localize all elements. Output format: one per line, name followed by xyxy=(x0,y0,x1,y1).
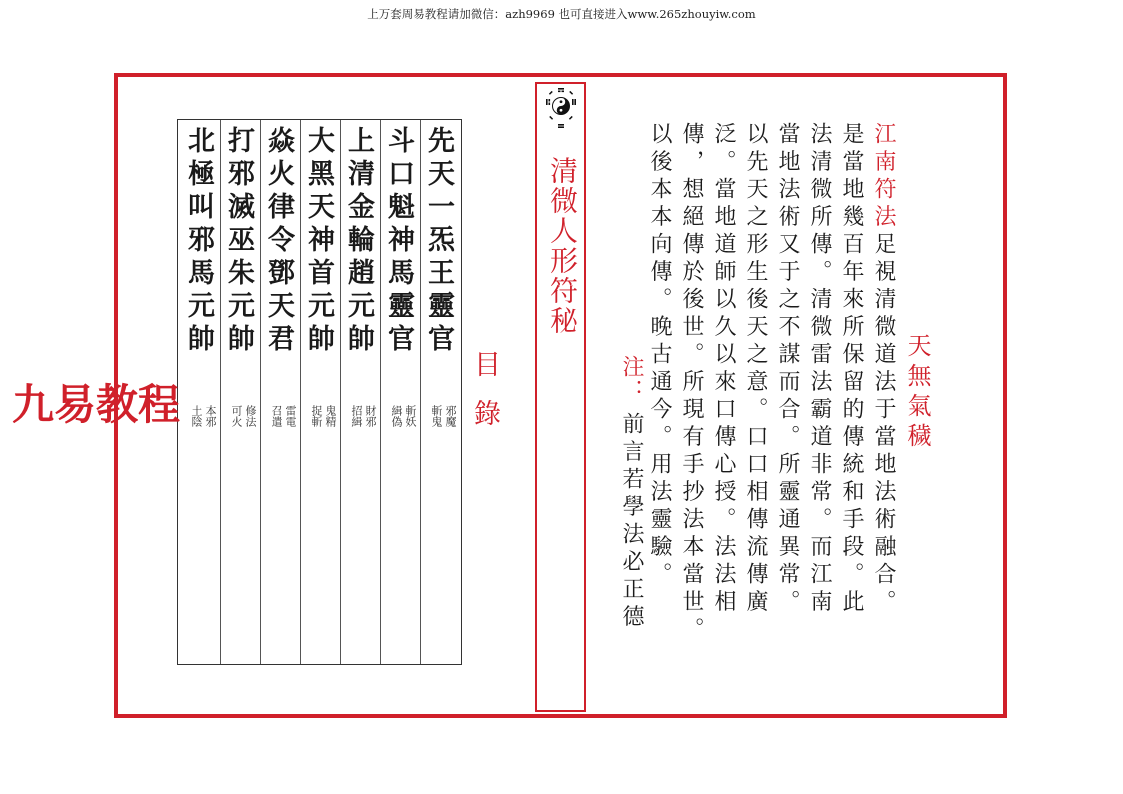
body-column: 以後本本向傳。晚古通今。用法靈驗。 xyxy=(647,122,672,590)
body-column: 傳，想絕傳於後世。所現有手抄法本當世。 xyxy=(679,122,704,645)
catalog-column xyxy=(177,120,221,664)
body-column: 當地法術又于之不謀而合。所靈通異常。 xyxy=(775,122,800,617)
catalog-title: 上清金輪趙元帥 xyxy=(343,126,374,357)
lead-red-text: 江南符法 xyxy=(871,122,896,232)
catalog-title: 大黑天神首元帥 xyxy=(303,126,334,357)
top-notice: 上万套周易教程请加微信：azh9969 也可直接进入www.265zhouyiw.com xyxy=(367,7,756,21)
catalog-note: 邪魔 斬鬼 xyxy=(430,405,457,427)
catalog-title: 北極叫邪馬元帥 xyxy=(183,126,214,357)
catalog-title: 先天一炁王靈官 xyxy=(423,126,454,357)
catalog-column xyxy=(420,120,461,664)
bagua-taiji-icon xyxy=(545,87,577,133)
catalog-note: 修法 可火 xyxy=(230,405,257,427)
body-column: 以先天之形生後天之意。口口相傳流傳廣 xyxy=(743,122,768,617)
catalog-title: 焱火律令鄧天君 xyxy=(263,126,294,357)
catalog-note: 斬妖 緝偽 xyxy=(390,405,417,427)
title-strip xyxy=(535,82,586,712)
body-column: 江南符法足視清微道法于當地法術融合。 xyxy=(871,122,896,617)
catalog-note: 財邪 招緝 xyxy=(350,405,377,427)
book-title: 清微人形符秘 xyxy=(546,156,579,336)
body-column: 是當地幾百年來所保留的傳統和手段。此 xyxy=(839,122,864,617)
catalog-column xyxy=(260,120,301,664)
catalog-note: 雷電 召遣 xyxy=(270,405,297,427)
catalog-title: 斗口魁神馬靈官 xyxy=(383,126,414,357)
catalog-column xyxy=(380,120,421,664)
right-heading: 天無氣穢 xyxy=(903,333,931,453)
note-text: 前言若學法必正德 xyxy=(619,412,644,632)
catalog-title: 打邪滅巫朱元帥 xyxy=(223,126,254,357)
body-column: 法清微所傳。清微雷法霸道非常。而江南 xyxy=(807,122,832,617)
body-column: 泛。當地道師以久以來口傳心授。法法相 xyxy=(711,122,736,617)
catalog-note: 鬼精 捉斬 xyxy=(310,405,337,427)
catalog-column xyxy=(220,120,261,664)
catalog-note: 本邪 土陰 xyxy=(190,405,217,427)
catalog-heading: 目錄 xyxy=(469,350,500,448)
catalog-column xyxy=(340,120,381,664)
catalog-table xyxy=(177,119,462,665)
note-label: 注： xyxy=(619,355,644,403)
watermark-logo: 九易教程 xyxy=(12,380,181,429)
catalog-column xyxy=(300,120,341,664)
